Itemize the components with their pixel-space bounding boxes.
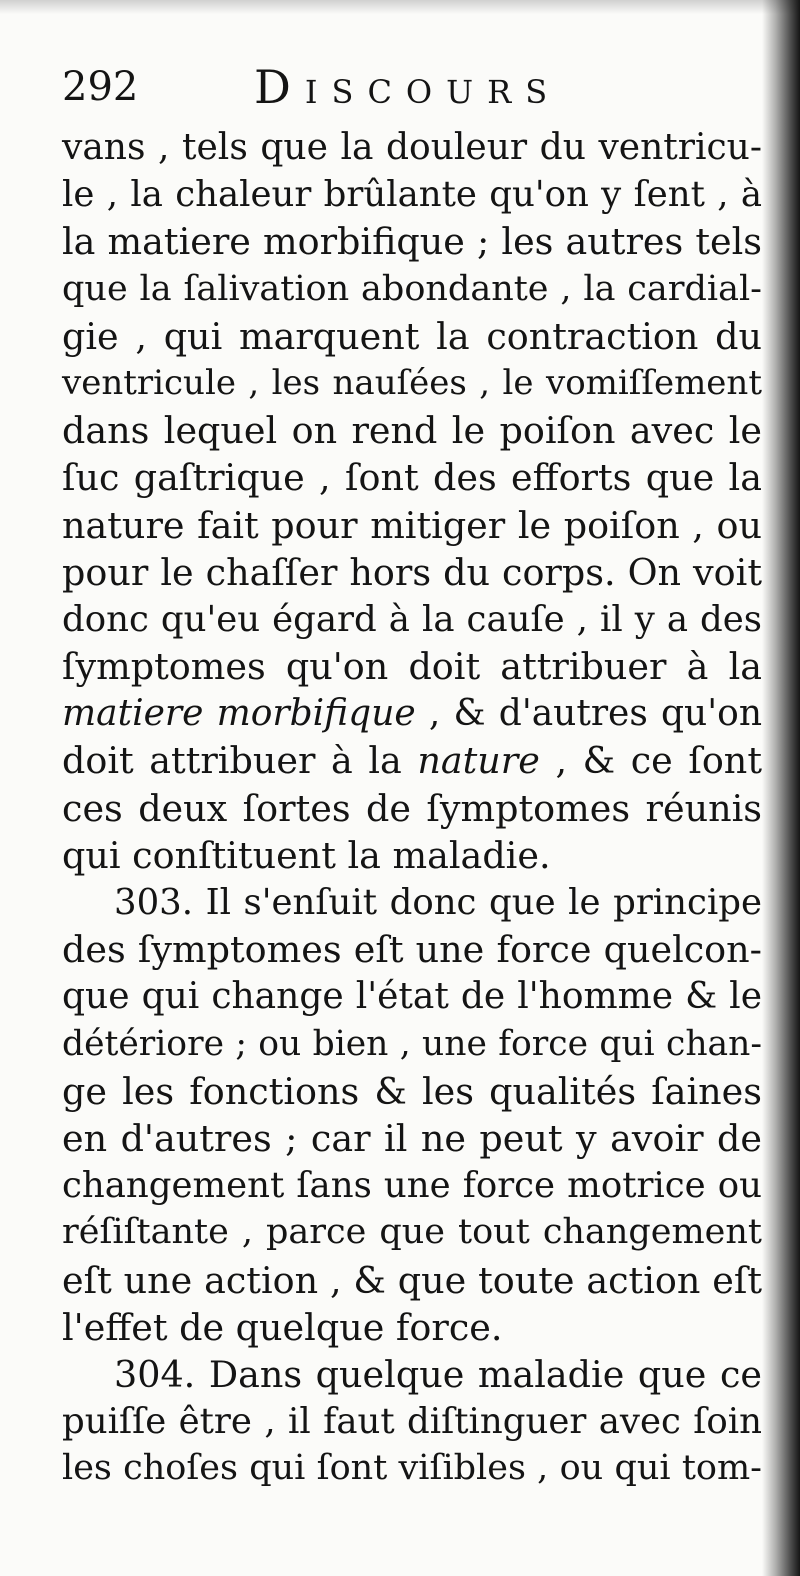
text-line: détériore ; ou bien , une force qui chan- — [62, 1023, 762, 1064]
text-line: des ſymptomes eſt une force quelcon- — [62, 928, 762, 972]
italic-term: nature — [417, 739, 540, 783]
text-line: doit attribuer à la nature , & ce ſont — [62, 739, 762, 783]
text-line: ces deux ſortes de ſymptomes réunis — [62, 786, 762, 830]
text-line: que qui change l'état de l'homme & le — [62, 976, 762, 1018]
text-line: réſiſtante , parce que tout changement — [62, 1212, 762, 1253]
text-line: gie , qui marquent la contraction du — [62, 314, 762, 358]
text-line: les choſes qui ſont viſibles , ou qui tom- — [62, 1448, 762, 1489]
text-line: donc qu'eu égard à la cauſe , il y a des — [62, 598, 762, 640]
text-line: puiſſe être , il faut diſtinguer avec ſoin — [62, 1401, 762, 1443]
text-line: l'effet de quelque force. — [62, 1305, 503, 1349]
text-line: nature fait pour mitiger le poiſon , ou — [62, 503, 762, 547]
text-line: le , la chaleur brûlante qu'on y ſent , à — [62, 174, 762, 216]
italic-term: matiere morbifique — [62, 693, 416, 735]
text-line: eſt une action , & que toute action eſt — [62, 1258, 762, 1302]
paragraph-304-start: 304. Dans quelque maladie que ce — [114, 1352, 762, 1396]
text-line: la matiere morbifique ; les autres tels — [62, 220, 762, 264]
running-title: Discours — [254, 60, 562, 114]
page-number: 292 — [62, 64, 139, 110]
scan-top-edge — [0, 0, 800, 14]
text-line: ſuc gaſtrique , ſont des efforts que la — [62, 456, 762, 500]
text-line: pour le chaſſer hors du corps. On voit — [62, 550, 762, 594]
text-line: dans lequel on rend le poiſon avec le — [62, 409, 762, 453]
text-line: qui conſtituent la maladie. — [62, 833, 551, 877]
text-line: en d'autres ; car il ne peut y avoir de — [62, 1116, 762, 1160]
text-line: ventricule , les nauſées , le vomiſſement — [62, 362, 762, 403]
text-line: ſymptomes qu'on doit attribuer à la — [62, 645, 762, 689]
scan-right-edge — [762, 0, 800, 1576]
text-line: vans , tels que la douleur du ventricu- — [62, 127, 762, 168]
body-text — [62, 124, 762, 1492]
text-line: changement ſans une force motrice ou — [62, 1165, 762, 1207]
paragraph-303-start: 303. Il s'enſuit donc que le principe — [114, 882, 762, 923]
text-line: matiere morbifique , & d'autres qu'on — [62, 693, 762, 735]
text-line: ge les fonctions & les qualités ſaines — [62, 1069, 762, 1113]
text-line: que la ſalivation abondante , la cardial- — [62, 268, 762, 309]
page-header — [62, 60, 762, 120]
